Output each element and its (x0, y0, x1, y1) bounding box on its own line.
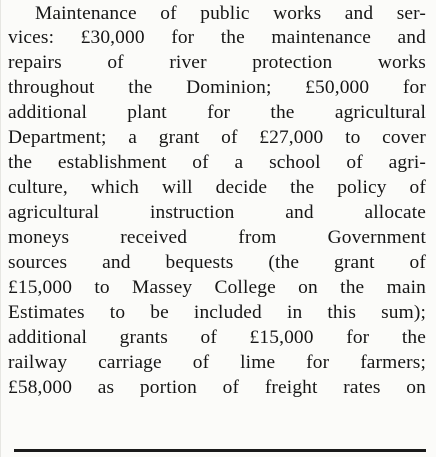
text-line: Department; a grant of £27,000 to cover (8, 127, 426, 148)
text-line: vices: £30,000 for the maintenance and (8, 27, 426, 48)
text-line: additional plant for the agricultural (8, 102, 426, 123)
text-line: Estimates to be included in this sum); (8, 302, 426, 323)
text-line: sources and bequests (the grant of (8, 252, 426, 273)
text-line: agricultural instruction and allocate (8, 202, 426, 223)
text-line: throughout the Dominion; £50,000 for (8, 77, 426, 98)
text-line: moneys received from Government (8, 227, 426, 248)
text-line: the establishment of a school of agri- (8, 152, 426, 173)
text-line: Maintenance of public works and ser- (35, 3, 426, 24)
text-line: additional grants of £15,000 for the (8, 327, 426, 348)
text-line: repairs of river protection works (8, 52, 426, 73)
section-divider-rule (14, 449, 426, 452)
text-line: £58,000 as portion of freight rates on (8, 377, 426, 398)
text-line: railway carriage of lime for farmers; (8, 352, 426, 373)
column-edge (0, 0, 1, 457)
text-line: £15,000 to Massey College on the main (8, 277, 426, 298)
text-line: culture, which will decide the policy of (8, 177, 426, 198)
